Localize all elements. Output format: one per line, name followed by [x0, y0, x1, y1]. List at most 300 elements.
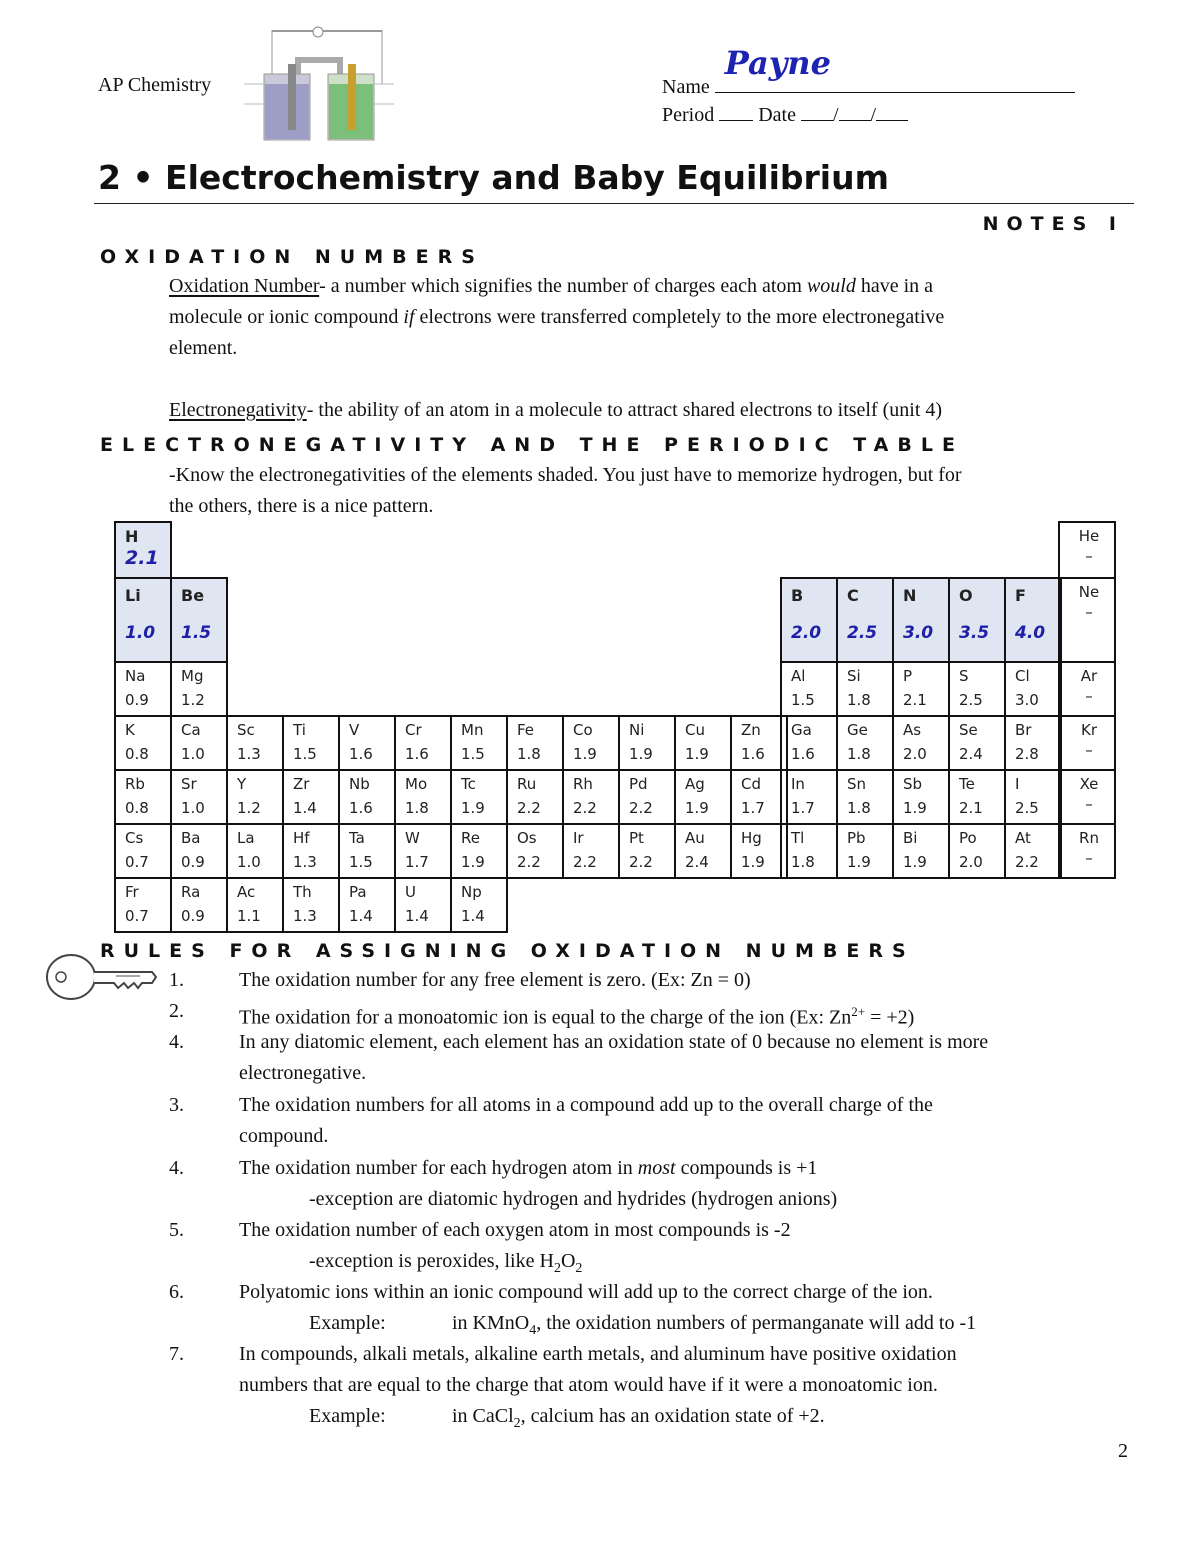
element-symbol: Be: [181, 586, 205, 605]
element-cell-sr: [170, 769, 228, 825]
element-symbol: Cs: [125, 829, 144, 847]
rule-8: [169, 1339, 1129, 1432]
electronegativity-value: 2.2: [517, 853, 541, 871]
element-cell-na: [114, 661, 172, 717]
element-symbol: Cu: [685, 721, 705, 739]
electronegativity-value: 0.9: [181, 853, 205, 871]
element-cell-bi: [892, 823, 950, 879]
electronegativity-value: –: [1085, 795, 1093, 813]
example-label: Example:: [309, 1405, 386, 1427]
rule-emphasis: most: [637, 1157, 676, 1179]
element-cell-ne: [1058, 577, 1116, 663]
electronegativity-value: 2.1: [903, 691, 927, 709]
element-symbol: Mn: [461, 721, 484, 739]
element-cell-as: [892, 715, 950, 771]
element-symbol: Xe: [1079, 775, 1099, 793]
oxidation-number-definition: [169, 271, 1109, 364]
electronegativity-value: 1.6: [349, 799, 373, 817]
electronegativity-value: 1.4: [461, 907, 485, 925]
element-symbol: Au: [685, 829, 705, 847]
element-symbol: He: [1078, 527, 1100, 545]
electronegativity-value: 3.0: [1015, 691, 1039, 709]
element-symbol: I: [1015, 775, 1020, 793]
element-symbol: Sr: [181, 775, 197, 793]
element-symbol: Kr: [1080, 721, 1097, 739]
electronegativity-value: 1.7: [405, 853, 429, 871]
electronegativity-value: 1.5: [461, 745, 485, 763]
element-symbol: C: [847, 586, 859, 605]
element-cell-mn: [450, 715, 508, 771]
example-text: in CaCl: [452, 1405, 514, 1427]
electronegativity-value: 1.0: [237, 853, 261, 871]
electronegativity-definition: [169, 395, 942, 426]
element-symbol: Ru: [517, 775, 537, 793]
element-symbol: Sb: [903, 775, 923, 793]
element-cell-cl: [1004, 661, 1062, 717]
element-cell-ac: [226, 877, 284, 933]
key-icon: [44, 950, 160, 1004]
date-label: Date: [758, 104, 796, 126]
element-symbol: P: [903, 667, 913, 685]
rule-exception: -exception is peroxides, like H: [309, 1250, 554, 1272]
electronegativity-value: 1.7: [741, 799, 765, 817]
element-symbol: K: [125, 721, 135, 739]
element-cell-np: [450, 877, 508, 933]
electronegativity-value: 1.9: [685, 745, 709, 763]
electronegativity-value: 1.9: [903, 853, 927, 871]
element-cell-ca: [170, 715, 228, 771]
element-cell-ti: [282, 715, 340, 771]
element-symbol: Ge: [847, 721, 868, 739]
element-symbol: Pa: [349, 883, 367, 901]
element-cell-h: [114, 521, 172, 579]
electronegativity-value: 1.9: [461, 853, 485, 871]
name-label: Name: [662, 76, 710, 98]
element-cell-th: [282, 877, 340, 933]
element-symbol: Mo: [405, 775, 428, 793]
element-cell-i: [1004, 769, 1062, 825]
rule-7: [169, 1277, 1129, 1339]
element-symbol: Rn: [1079, 829, 1099, 847]
electronegativity-value: 1.0: [181, 799, 205, 817]
electronegativity-value: 2.2: [629, 799, 653, 817]
element-symbol: Ir: [573, 829, 584, 847]
element-cell-br: [1004, 715, 1062, 771]
element-symbol: N: [903, 586, 917, 605]
element-cell-ni: [618, 715, 676, 771]
electronegativity-value: 1.8: [791, 853, 815, 871]
element-symbol: Fe: [517, 721, 535, 739]
element-cell-os: [506, 823, 564, 879]
electronegativity-value: 1.6: [741, 745, 765, 763]
element-cell-n: [892, 577, 950, 663]
rule-exception: -exception are diatomic hydrogen and hydrides (hydrogen anions): [309, 1188, 838, 1210]
element-cell-w: [394, 823, 452, 879]
rule-text-end: = +2): [865, 1006, 915, 1029]
def1-text-c: molecule or ionic compound: [169, 306, 399, 328]
electronegativity-value: 1.5: [349, 853, 373, 871]
electronegativity-value: 1.9: [461, 799, 485, 817]
element-cell-au: [674, 823, 732, 879]
element-cell-po: [948, 823, 1006, 879]
rule-text: The oxidation number for any free element is zero. (Ex: Zn = 0): [239, 969, 751, 991]
element-symbol: Po: [959, 829, 977, 847]
electronegativity-value: 0.8: [125, 799, 149, 817]
element-cell-zr: [282, 769, 340, 825]
electronegativity-value: –: [1085, 603, 1093, 621]
electronegativity-value: 2.4: [685, 853, 709, 871]
element-symbol: Tl: [791, 829, 805, 847]
element-symbol: Y: [237, 775, 247, 793]
element-cell-o: [948, 577, 1006, 663]
element-cell-li: [114, 577, 172, 663]
electronegativity-value: 4.0: [1015, 623, 1046, 643]
electronegativity-value: 1.8: [847, 691, 871, 709]
electronegativity-value: 3.5: [959, 623, 990, 643]
electronegativity-value: –: [1085, 687, 1093, 705]
electronegativity-value: 1.8: [847, 799, 871, 817]
element-cell-nb: [338, 769, 396, 825]
rule-number: 4.: [169, 1157, 184, 1179]
date-day-blank[interactable]: [839, 102, 871, 121]
element-cell-in: [780, 769, 838, 825]
element-symbol: B: [791, 586, 804, 605]
electronegativity-heading: ELECTRONEGATIVITY AND THE PERIODIC TABLE: [100, 434, 964, 456]
element-cell-sb: [892, 769, 950, 825]
electronegativity-value: 1.9: [741, 853, 765, 871]
electronegativity-value: 2.5: [1015, 799, 1039, 817]
electronegativity-value: 0.7: [125, 853, 149, 871]
electronegativity-value: 1.4: [293, 799, 317, 817]
element-symbol: Pb: [847, 829, 866, 847]
element-cell-xe: [1058, 769, 1116, 825]
electronegativity-value: 2.1: [125, 547, 159, 569]
element-symbol: Br: [1015, 721, 1032, 739]
element-symbol: Mg: [181, 667, 204, 685]
element-symbol: H: [125, 527, 139, 546]
element-cell-c: [836, 577, 894, 663]
element-symbol: Hg: [741, 829, 762, 847]
element-cell-at: [1004, 823, 1062, 879]
element-symbol: Zn: [741, 721, 761, 739]
element-symbol: As: [903, 721, 922, 739]
electronegativity-value: 2.2: [517, 799, 541, 817]
electronegativity-value: 1.5: [293, 745, 317, 763]
element-cell-be: [170, 577, 228, 663]
period-blank[interactable]: [719, 102, 753, 121]
element-cell-ir: [562, 823, 620, 879]
element-cell-sn: [836, 769, 894, 825]
element-cell-s: [948, 661, 1006, 717]
element-symbol: Np: [461, 883, 482, 901]
formula-part: O: [560, 1250, 576, 1272]
electronegativity-value: 2.0: [791, 623, 822, 643]
element-cell-te: [948, 769, 1006, 825]
rule-number: 3.: [169, 1094, 184, 1116]
electronegativity-value: 3.0: [903, 623, 934, 643]
electronegativity-value: 2.5: [847, 623, 878, 643]
period-label: Period: [662, 104, 715, 126]
element-symbol: Ti: [293, 721, 306, 739]
element-cell-co: [562, 715, 620, 771]
def1-if: if: [403, 306, 415, 328]
rule-text: In any diatomic element, each element has an oxidation state of 0 because no element is more: [239, 1031, 989, 1053]
electronegativity-value: 1.9: [903, 799, 927, 817]
instructions-line-1: -Know the electronegativities of the elements shaded. You just have to memorize hydrogen, but for: [169, 464, 962, 486]
electronegativity-value: 1.9: [847, 853, 871, 871]
element-symbol: Li: [125, 586, 141, 605]
element-symbol: Nb: [349, 775, 370, 793]
element-symbol: Pd: [629, 775, 648, 793]
name-blank[interactable]: [715, 44, 1075, 93]
element-cell-rn: [1058, 823, 1116, 879]
element-cell-ag: [674, 769, 732, 825]
element-cell-k: [114, 715, 172, 771]
element-cell-se: [948, 715, 1006, 771]
element-cell-ga: [780, 715, 838, 771]
element-symbol: Hf: [293, 829, 310, 847]
element-symbol: Ni: [629, 721, 645, 739]
page-number: 2: [1118, 1440, 1128, 1462]
electronegativity-value: 1.8: [847, 745, 871, 763]
electronegativity-value: 0.7: [125, 907, 149, 925]
element-symbol: Ta: [349, 829, 365, 847]
rule-1: [169, 965, 1129, 996]
rule-number: 4.: [169, 1031, 184, 1053]
element-symbol: Al: [791, 667, 806, 685]
element-symbol: In: [791, 775, 805, 793]
element-symbol: Ba: [181, 829, 201, 847]
rule-number: 6.: [169, 1281, 184, 1303]
element-symbol: Cd: [741, 775, 761, 793]
element-cell-la: [226, 823, 284, 879]
def1-text-d: electrons were transferred completely to the more electronegative: [419, 306, 945, 328]
name-field: [662, 44, 1075, 99]
element-symbol: Ra: [181, 883, 201, 901]
element-cell-re: [450, 823, 508, 879]
element-symbol: La: [237, 829, 255, 847]
electronegativity-value: 2.0: [903, 745, 927, 763]
element-cell-u: [394, 877, 452, 933]
subscript: 2: [575, 1261, 583, 1276]
element-symbol: U: [405, 883, 416, 901]
element-cell-ar: [1058, 661, 1116, 717]
electronegativity-value: 1.4: [405, 907, 429, 925]
subscript: 4: [529, 1323, 537, 1338]
example-text-end: , the oxidation numbers of permanganate will add to -1: [536, 1312, 977, 1334]
element-symbol: Sc: [237, 721, 255, 739]
electronegativity-value: 1.1: [237, 907, 261, 925]
element-symbol: Ag: [685, 775, 705, 793]
oxidation-number-term: Oxidation Number: [169, 275, 320, 297]
rule-text: Polyatomic ions within an ionic compound will add up to the correct charge of the ion.: [239, 1281, 933, 1303]
rule-6: [169, 1215, 1129, 1277]
electrochemical-cell-diagram-icon: [244, 24, 394, 148]
def1-text-e: element.: [169, 337, 238, 359]
rule-text: The oxidation numbers for all atoms in a compound add up to the overall charge of the: [239, 1094, 933, 1116]
element-cell-cr: [394, 715, 452, 771]
electronegativity-value: 1.6: [349, 745, 373, 763]
def1-text-a: - a number which signifies the number of charges each atom: [319, 275, 802, 297]
element-symbol: Te: [959, 775, 975, 793]
element-symbol: Rh: [573, 775, 593, 793]
element-cell-cu: [674, 715, 732, 771]
element-cell-rh: [562, 769, 620, 825]
notes-label: NOTES I: [982, 213, 1124, 235]
electronegativity-value: 2.2: [573, 799, 597, 817]
electronegativity-value: 1.9: [685, 799, 709, 817]
element-cell-al: [780, 661, 838, 717]
course-name: AP Chemistry: [98, 74, 212, 96]
electronegativity-value: 1.4: [349, 907, 373, 925]
electronegativity-value: 0.8: [125, 745, 149, 763]
electronegativity-value: –: [1085, 547, 1093, 565]
electronegativity-value: 2.8: [1015, 745, 1039, 763]
rule-4: [169, 1090, 1129, 1152]
element-cell-pa: [338, 877, 396, 933]
subscript: 2: [513, 1416, 521, 1431]
electronegativity-value: 2.0: [959, 853, 983, 871]
element-cell-kr: [1058, 715, 1116, 771]
element-symbol: Ac: [237, 883, 256, 901]
element-cell-v: [338, 715, 396, 771]
rule-text-cont: compound.: [239, 1125, 329, 1147]
element-cell-si: [836, 661, 894, 717]
element-symbol: Na: [125, 667, 146, 685]
element-cell-fr: [114, 877, 172, 933]
electronegativity-value: 2.5: [959, 691, 983, 709]
element-cell-tl: [780, 823, 838, 879]
element-cell-mg: [170, 661, 228, 717]
element-symbol: Rb: [125, 775, 145, 793]
electronegativity-value: 2.2: [1015, 853, 1039, 871]
element-symbol: F: [1015, 586, 1026, 605]
element-cell-y: [226, 769, 284, 825]
element-cell-b: [780, 577, 838, 663]
electronegativity-value: 2.2: [629, 853, 653, 871]
rule-number: 5.: [169, 1219, 184, 1241]
page-title: 2 • Electrochemistry and Baby Equilibrium: [98, 158, 889, 197]
element-cell-p: [892, 661, 950, 717]
element-cell-he: [1058, 521, 1116, 579]
example-label: Example:: [309, 1312, 386, 1334]
element-cell-ru: [506, 769, 564, 825]
electronegativity-value: 2.4: [959, 745, 983, 763]
rule-text: In compounds, alkali metals, alkaline earth metals, and aluminum have positive oxidation: [239, 1343, 957, 1365]
electronegativity-value: 1.3: [237, 745, 261, 763]
element-cell-hf: [282, 823, 340, 879]
element-cell-ba: [170, 823, 228, 879]
element-symbol: Zr: [293, 775, 310, 793]
element-symbol: Sn: [847, 775, 867, 793]
element-cell-ge: [836, 715, 894, 771]
rule-text: The oxidation for a monoatomic ion is equal to the charge of the ion (Ex: Zn: [239, 1006, 852, 1029]
name-signature: Payne: [724, 44, 831, 82]
def2-text: - the ability of an atom in a molecule to attract shared electrons to itself (unit 4): [306, 399, 943, 421]
electronegativity-value: 1.6: [791, 745, 815, 763]
electronegativity-value: 2.2: [573, 853, 597, 871]
element-symbol: Re: [461, 829, 480, 847]
title-divider: [94, 203, 1134, 204]
date-sep-1: /: [832, 104, 839, 126]
element-cell-fe: [506, 715, 564, 771]
element-cell-ta: [338, 823, 396, 879]
element-symbol: Ne: [1078, 583, 1100, 601]
electronegativity-value: 1.5: [791, 691, 815, 709]
electronegativity-value: 1.0: [181, 745, 205, 763]
date-sep-2: /: [870, 104, 877, 126]
period-date-field: [662, 102, 908, 127]
rule-text: The oxidation number of each oxygen atom in most compounds is -2: [239, 1219, 791, 1241]
element-symbol: Ga: [791, 721, 812, 739]
rules-heading: RULES FOR ASSIGNING OXIDATION NUMBERS: [100, 940, 915, 962]
electronegativity-value: 1.3: [293, 907, 317, 925]
electronegativity-value: 1.8: [517, 745, 541, 763]
rule-5: [169, 1153, 1129, 1215]
rule-2: [169, 996, 1129, 1027]
element-cell-tc: [450, 769, 508, 825]
element-symbol: V: [349, 721, 360, 739]
element-symbol: Th: [293, 883, 312, 901]
electronegativity-value: 1.0: [125, 623, 156, 643]
example-text-end: , calcium has an oxidation state of +2.: [520, 1405, 825, 1427]
electronegativity-value: 1.8: [405, 799, 429, 817]
element-symbol: Tc: [461, 775, 476, 793]
element-symbol: S: [959, 667, 969, 685]
electronegativity-value: –: [1085, 741, 1093, 759]
electronegativity-value: 0.9: [181, 907, 205, 925]
electronegativity-value: 1.7: [791, 799, 815, 817]
charge-superscript: 2+: [851, 1004, 866, 1019]
element-symbol: Co: [573, 721, 593, 739]
rule-3: [169, 1027, 1129, 1089]
element-cell-f: [1004, 577, 1062, 663]
element-symbol: Fr: [125, 883, 139, 901]
def1-text-b: have in a: [860, 275, 934, 297]
rule-number: 1.: [169, 969, 184, 991]
electronegativity-value: 1.3: [293, 853, 317, 871]
element-symbol: Bi: [903, 829, 918, 847]
electronegativity-value: 1.9: [629, 745, 653, 763]
electronegativity-term: Electronegativity: [169, 399, 307, 421]
element-symbol: W: [405, 829, 420, 847]
oxidation-numbers-heading: OXIDATION NUMBERS: [100, 246, 484, 268]
element-symbol: Ca: [181, 721, 201, 739]
element-symbol: Os: [517, 829, 537, 847]
electronegativity-value: 2.1: [959, 799, 983, 817]
date-month-blank[interactable]: [801, 102, 833, 121]
element-symbol: O: [959, 586, 973, 605]
element-symbol: Ar: [1080, 667, 1098, 685]
date-year-blank[interactable]: [876, 102, 908, 121]
rule-text-cont: numbers that are equal to the charge that atom would have if it were a monoatomic ion.: [239, 1374, 938, 1396]
element-cell-cs: [114, 823, 172, 879]
element-symbol: Pt: [629, 829, 644, 847]
electronegativity-value: 1.5: [181, 623, 212, 643]
subscript: 2: [553, 1261, 561, 1276]
element-cell-mo: [394, 769, 452, 825]
rule-text-end: compounds is +1: [680, 1157, 818, 1179]
element-cell-ra: [170, 877, 228, 933]
element-cell-pd: [618, 769, 676, 825]
rule-number: 2.: [169, 1000, 184, 1022]
element-symbol: At: [1015, 829, 1031, 847]
rule-text: The oxidation number for each hydrogen atom in: [239, 1157, 633, 1179]
rule-text-cont: electronegative.: [239, 1062, 367, 1084]
element-symbol: Cr: [405, 721, 422, 739]
electronegativity-instructions: [169, 460, 1129, 522]
electronegativity-value: 0.9: [125, 691, 149, 709]
